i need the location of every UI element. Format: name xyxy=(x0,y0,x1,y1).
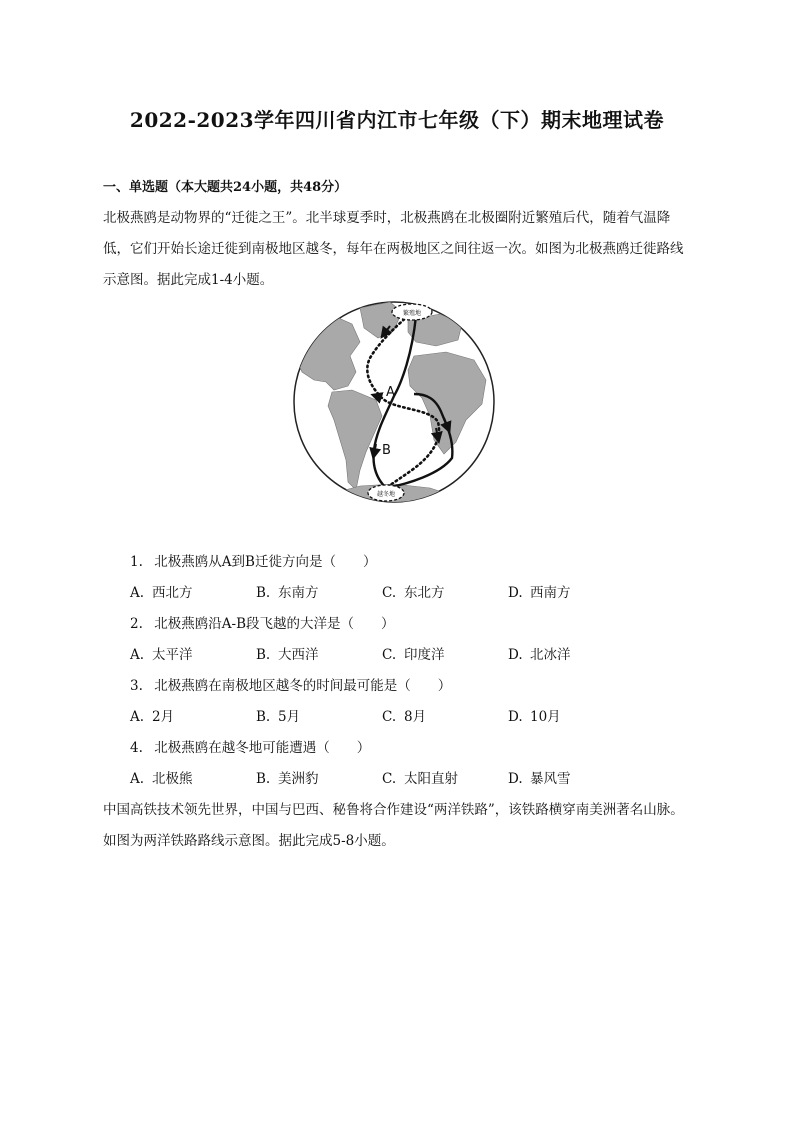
point-a-label: A xyxy=(386,385,395,400)
wintering-site-label: 越冬地 xyxy=(376,491,396,498)
option-letter: B. xyxy=(256,647,271,663)
option-letter: A. xyxy=(130,771,145,787)
option-a xyxy=(130,581,193,601)
page-title: 2022-2023学年四川省内江市七年级（下）期末地理试卷 xyxy=(129,108,665,132)
option-text: 8月 xyxy=(404,709,427,725)
passage-2: 中国高铁技术领先世界，中国与巴西、秘鲁将合作建设“两洋铁路”，该铁路横穿南美洲著名山脉。如图为两洋铁路路线示意图。据此完成5-8小题。 xyxy=(103,802,684,849)
option-letter: A. xyxy=(130,647,145,663)
question-1 xyxy=(130,550,376,570)
option-text: 西南方 xyxy=(530,585,571,601)
option-a xyxy=(130,643,193,663)
option-b xyxy=(256,581,319,601)
option-d xyxy=(508,643,571,663)
option-text: 太平洋 xyxy=(152,647,193,663)
option-a xyxy=(130,705,174,725)
option-text: 美洲豹 xyxy=(278,771,319,787)
option-letter: D. xyxy=(508,709,523,725)
option-letter: C. xyxy=(382,647,397,663)
option-letter: B. xyxy=(256,709,271,725)
question-3 xyxy=(130,674,451,694)
option-c xyxy=(382,581,445,601)
question-text: 北极燕鸥在越冬地可能遭遇（ ） xyxy=(154,740,371,756)
option-text: 10月 xyxy=(530,709,561,725)
option-letter: B. xyxy=(256,771,271,787)
option-text: 北极熊 xyxy=(152,771,193,787)
passage-1: 北极燕鸥是动物界的“迁徙之王”。北半球夏季时，北极燕鸥在北极圈附近繁殖后代，随着气温降低，它们开始长途迁徙到南极地区越冬，每年在两极地区之间往返一次。如图为北极燕鸥迁徙路线示意图。据此完成1-4小题。 xyxy=(103,210,684,288)
option-b xyxy=(256,643,319,663)
option-letter: D. xyxy=(508,647,523,663)
question-number: 4. xyxy=(130,740,143,756)
option-text: 东北方 xyxy=(404,585,445,601)
option-text: 西北方 xyxy=(152,585,193,601)
option-d xyxy=(508,581,571,601)
question-number: 3. xyxy=(130,678,143,694)
option-text: 5月 xyxy=(278,709,301,725)
question-text: 北极燕鸥从A到B迁徙方向是（ ） xyxy=(154,554,377,570)
section-heading: 一、单选题（本大题共24小题，共48分） xyxy=(103,180,348,195)
option-c xyxy=(382,643,445,663)
option-d xyxy=(508,705,561,725)
option-text: 印度洋 xyxy=(404,647,445,663)
option-text: 太阳直射 xyxy=(404,771,458,787)
option-a xyxy=(130,767,193,787)
question-text: 北极燕鸥在南极地区越冬的时间最可能是（ ） xyxy=(154,678,452,694)
point-b-label: B xyxy=(382,443,391,458)
option-text: 大西洋 xyxy=(278,647,319,663)
option-text: 东南方 xyxy=(278,585,319,601)
option-letter: B. xyxy=(256,585,271,601)
breeding-site-label: 繁殖地 xyxy=(402,310,422,317)
question-4 xyxy=(130,736,370,756)
option-letter: C. xyxy=(382,585,397,601)
option-d xyxy=(508,767,571,787)
option-b xyxy=(256,767,319,787)
option-letter: D. xyxy=(508,771,523,787)
migration-route-map xyxy=(290,294,498,510)
question-text: 北极燕鸥沿A-B段飞越的大洋是（ ） xyxy=(154,616,395,632)
option-letter: D. xyxy=(508,585,523,601)
option-text: 北冰洋 xyxy=(530,647,571,663)
option-letter: A. xyxy=(130,585,145,601)
option-text: 2月 xyxy=(152,709,175,725)
option-b xyxy=(256,705,300,725)
option-letter: C. xyxy=(382,771,397,787)
option-c xyxy=(382,705,426,725)
option-letter: C. xyxy=(382,709,397,725)
option-c xyxy=(382,767,458,787)
question-number: 2. xyxy=(130,616,143,632)
question-2 xyxy=(130,612,395,632)
question-number: 1. xyxy=(130,554,143,570)
option-text: 暴风雪 xyxy=(530,771,571,787)
option-letter: A. xyxy=(130,709,145,725)
